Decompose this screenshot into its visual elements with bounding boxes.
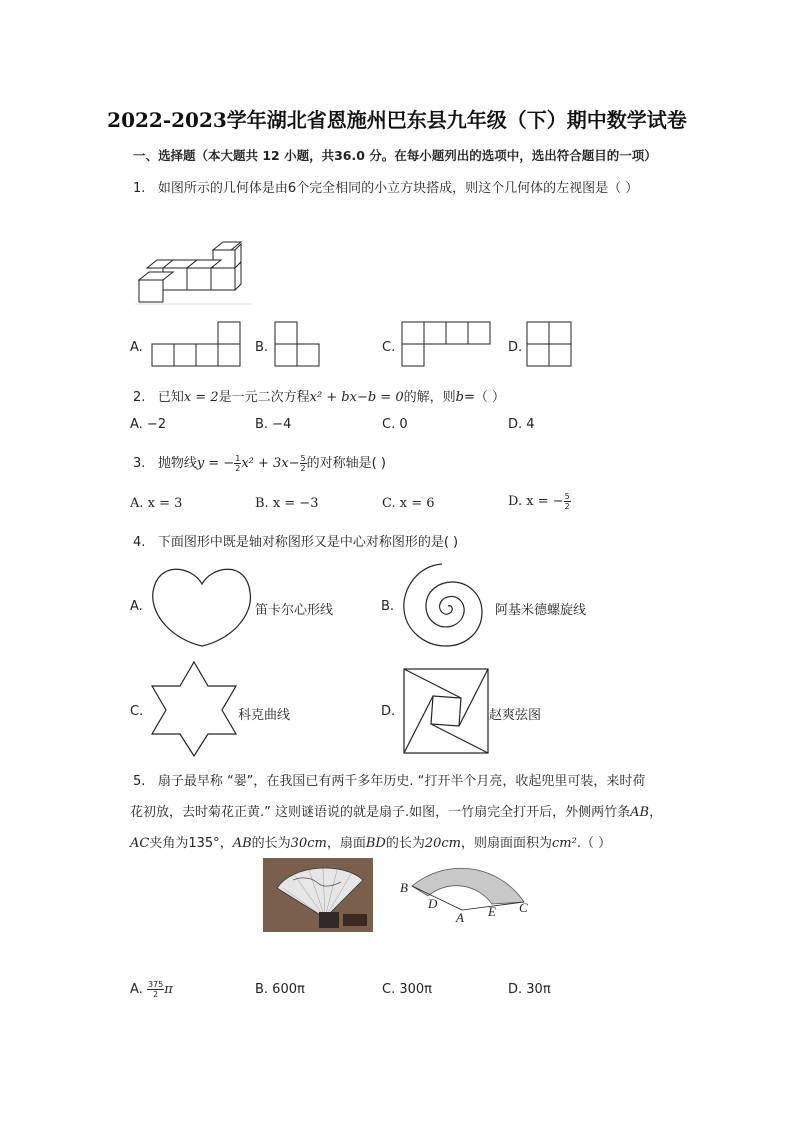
question-5-line-3: AC夹角为135°，AB的长为30cm，扇面BD的长为20cm，则扇面面积为cm².（ ） <box>130 836 612 851</box>
math-equation: x² + bx−b = 0 <box>309 390 404 405</box>
q4-option-a-letter: A. <box>130 599 143 614</box>
q1-option-a-figure <box>150 320 244 368</box>
question-text-c: 的解，则 <box>403 390 456 405</box>
label-e: E <box>488 904 496 919</box>
label-d: D <box>428 896 438 911</box>
label-c: C <box>519 900 528 915</box>
q4-option-c-letter: C. <box>130 704 144 719</box>
q4-option-d-label: 赵爽弦图 <box>489 708 542 723</box>
question-text-d: =（ ） <box>463 390 505 405</box>
fraction-five-halves: $\frac{5}{2}$ <box>564 492 570 511</box>
question-text-b: 是一元二次方程 <box>218 390 310 405</box>
fraction-one-half: $\frac{1}{2}$ <box>235 454 241 473</box>
cardioid-figure <box>150 562 254 648</box>
q3-option-c: C. x = 6 <box>382 496 435 511</box>
q2-option-b: B. −4 <box>255 417 292 432</box>
question-text-a: 已知 <box>157 390 184 405</box>
label-b: B <box>400 880 408 895</box>
math-b: b <box>455 390 464 405</box>
q2-option-a: A. −2 <box>130 417 167 432</box>
question-number: 3. <box>133 456 146 471</box>
question-text-a: 抛物线 <box>157 456 197 471</box>
question-3 <box>133 452 386 473</box>
q3-option-d: D. x = − $\frac{5}{2}$ <box>508 492 570 511</box>
question-2 <box>133 386 505 405</box>
q1-option-c-letter: C. <box>382 340 396 355</box>
q3-option-a: A. x = 3 <box>130 496 183 511</box>
q5-option-c: C. 300π <box>382 982 432 997</box>
q2-option-d: D. 4 <box>508 417 535 432</box>
section-heading: 一、选择题（本大题共 12 小题，共36.0 分。在每小题列出的选项中，选出符合题目的一项） <box>133 148 657 163</box>
question-number: 4. <box>133 535 146 550</box>
fraction-five-halves: $\frac{5}{2}$ <box>300 454 306 473</box>
math-expression: x² + 3x− <box>241 456 300 471</box>
label-a: A <box>456 910 464 925</box>
q4-option-a-label: 笛卡尔心形线 <box>255 603 334 618</box>
q5-option-d: D. 30π <box>508 982 551 997</box>
question-5-line-1 <box>133 770 645 789</box>
koch-curve-figure <box>150 660 238 758</box>
math-x-eq-2: x = 2 <box>183 390 219 405</box>
q4-option-b-label: 阿基米德螺旋线 <box>495 603 587 618</box>
question-text: 如图所示的几何体是由6个完全相同的小立方块搭成，则这个几何体的左视图是（ ） <box>157 181 639 196</box>
q2-option-c: C. 0 <box>382 417 408 432</box>
fraction-375-halves: $\frac{375}{2}$ <box>147 980 164 999</box>
q1-option-a-letter: A. <box>130 340 143 355</box>
question-text-b: 的对称轴是( ) <box>306 456 386 471</box>
q4-option-b-letter: B. <box>381 599 395 614</box>
question-number: 2. <box>133 390 146 405</box>
page-title: 2022-2023学年湖北省恩施州巴东县九年级（下）期中数学试卷 <box>107 108 687 132</box>
fan-photo <box>263 858 373 932</box>
q5-option-b: B. 600π <box>255 982 305 997</box>
archimedes-spiral-figure <box>400 560 496 650</box>
q5-option-a: A. $\frac{375}{2}$ π <box>130 980 173 999</box>
q1-option-c-figure <box>400 320 494 368</box>
q3-option-b: B. x = −3 <box>255 496 319 511</box>
cube-solid-figure <box>135 240 255 306</box>
q4-option-c-label: 科克曲线 <box>238 708 291 723</box>
question-4 <box>133 531 458 550</box>
q4-option-d-letter: D. <box>381 704 396 719</box>
zhao-shuang-diagram-figure <box>403 668 489 754</box>
q1-option-d-letter: D. <box>508 340 523 355</box>
question-5-line-2: 花初放，去时菊花正黄.” 这则谜语说的就是扇子.如图，一竹扇完全打开后，外侧两竹条AB， <box>130 805 663 820</box>
question-number: 1. <box>133 181 146 196</box>
question-number: 5. <box>133 774 146 789</box>
q1-option-b-letter: B. <box>255 340 269 355</box>
q1-option-d-figure <box>525 320 575 368</box>
q1-option-b-figure <box>273 320 323 368</box>
question-text: 下面图形中既是轴对称图形又是中心对称图形的是( ) <box>157 535 459 550</box>
math-y-prefix: y = − <box>196 456 235 471</box>
question-text: 扇子最早称 “翣”，在我国已有两千多年历史. “打开半个月亮，收起兜里可装，来时荷 <box>157 774 646 789</box>
fan-sector-diagram <box>398 856 533 926</box>
question-1 <box>133 177 638 196</box>
